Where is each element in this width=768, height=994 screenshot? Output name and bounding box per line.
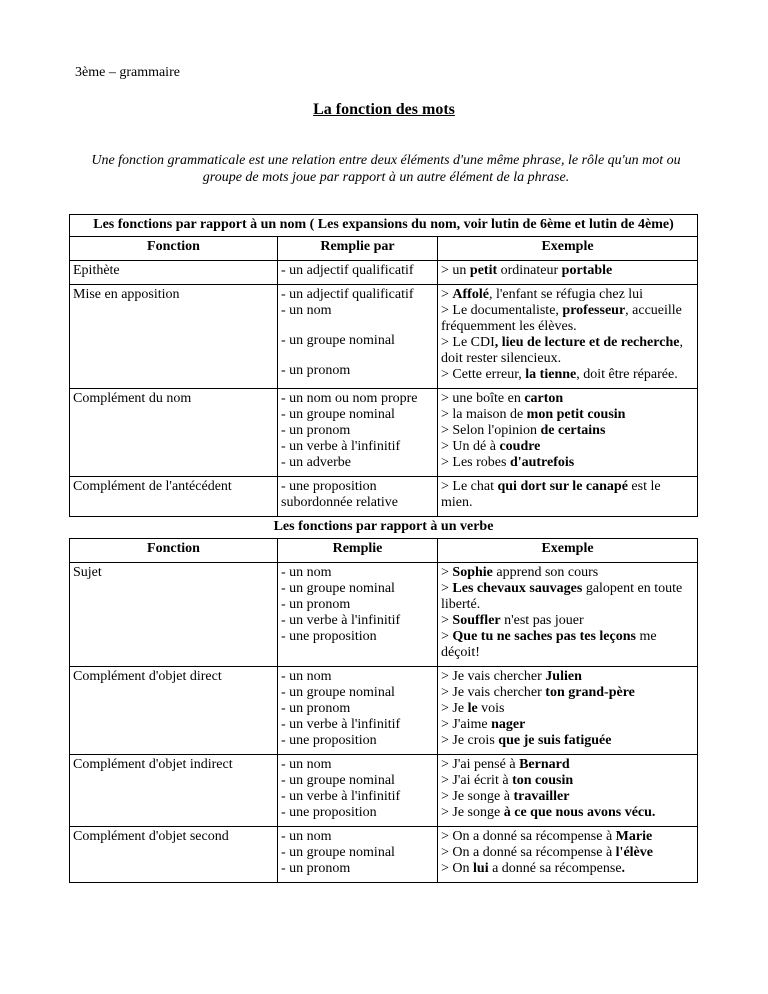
exemple-cell: [438, 755, 698, 827]
remplie-line: - un pronom: [281, 861, 351, 876]
remplie-line: - un pronom: [281, 423, 351, 438]
exemple-line: [441, 335, 694, 367]
remplie-line: - un groupe nominal: [281, 685, 395, 700]
remplie-line: - un nom: [281, 565, 332, 580]
remplie-line: - un nom: [281, 669, 332, 684]
example-text: >: [441, 287, 453, 302]
example-highlight: la tienne: [525, 367, 577, 382]
remplie-cell: [278, 477, 438, 517]
example-highlight: Souffler: [452, 613, 501, 628]
example-text: n'est pas jouer: [500, 613, 584, 628]
remplie-line: - un pronom: [281, 363, 351, 378]
remplie-line: - un verbe à l'infinitif: [281, 717, 401, 732]
exemple-line: [441, 263, 694, 279]
remplie-line: [281, 349, 434, 363]
example-text: > une boîte en: [441, 391, 525, 406]
example-text: apprend son cours: [492, 565, 599, 580]
example-highlight: , lieu de lecture et de recherche: [494, 335, 680, 350]
exemple-line: [441, 613, 694, 629]
example-highlight: Marie: [615, 829, 653, 844]
example-text: > Je vais chercher: [441, 669, 546, 684]
remplie-cell: [278, 389, 438, 477]
example-text: galopent en toute liberté.: [441, 581, 683, 612]
fonction-cell: Complément d'objet second: [70, 827, 278, 883]
example-highlight: nager: [491, 717, 526, 732]
exemple-cell: [438, 667, 698, 755]
example-highlight: que je suis fatiguée: [498, 733, 612, 748]
exemple-line: [441, 805, 694, 821]
exemple-line: [441, 701, 694, 717]
example-text: > un: [441, 263, 470, 278]
fonction-cell: Mise en apposition: [70, 285, 278, 389]
table-row: [70, 755, 698, 827]
exemple-line: [441, 685, 694, 701]
column-header-exemple: Exemple: [438, 237, 698, 261]
example-text: > J'aime: [441, 717, 492, 732]
remplie-line: - une proposition: [281, 733, 377, 748]
header-row-verb: [70, 539, 698, 563]
example-highlight: Julien: [545, 669, 582, 684]
exemple-line: [441, 565, 694, 581]
fonction-cell: Sujet: [70, 563, 278, 667]
remplie-line: - un groupe nominal: [281, 773, 395, 788]
example-highlight: d'autrefois: [509, 455, 575, 470]
exemple-line: [441, 407, 694, 423]
exemple-line: [441, 629, 694, 661]
example-text: > Selon l'opinion: [441, 423, 541, 438]
exemple-cell: [438, 563, 698, 667]
example-text: a donné sa récompense: [488, 861, 622, 876]
remplie-line: - un groupe nominal: [281, 581, 395, 596]
remplie-line: - un nom: [281, 303, 332, 318]
example-highlight: portable: [561, 263, 613, 278]
example-highlight: à ce que nous avons vécu.: [503, 805, 656, 820]
table-row: [70, 827, 698, 883]
remplie-line: - un verbe à l'infinitif: [281, 439, 401, 454]
example-highlight: professeur: [562, 303, 626, 318]
exemple-line: [441, 367, 694, 383]
exemple-cell: [438, 827, 698, 883]
remplie-cell: [278, 755, 438, 827]
remplie-line: - un pronom: [281, 701, 351, 716]
exemple-cell: [438, 389, 698, 477]
exemple-line: [441, 581, 694, 613]
exemple-line: [441, 455, 694, 471]
remplie-line: - un groupe nominal: [281, 407, 395, 422]
fonction-cell: Complément d'objet indirect: [70, 755, 278, 827]
remplie-line: - un adjectif qualificatif: [281, 263, 414, 278]
example-text: ordinateur: [497, 263, 562, 278]
remplie-line: - un adjectif qualificatif: [281, 287, 414, 302]
remplie-line: - un verbe à l'infinitif: [281, 789, 401, 804]
exemple-line: [441, 733, 694, 749]
remplie-cell: [278, 285, 438, 389]
remplie-line: - un nom: [281, 757, 332, 772]
exemple-cell: [438, 261, 698, 285]
example-text: > Je crois: [441, 733, 499, 748]
exemple-line: [441, 439, 694, 455]
example-highlight: ton cousin: [512, 773, 574, 788]
fonction-cell: Complément d'objet direct: [70, 667, 278, 755]
exemple-cell: [438, 477, 698, 517]
table-row: [70, 389, 698, 477]
example-highlight: qui dort sur le canapé: [497, 479, 628, 494]
exemple-cell: [438, 285, 698, 389]
exemple-line: [441, 391, 694, 407]
column-header-remplie: Remplie: [278, 539, 438, 563]
example-highlight: de certains: [540, 423, 606, 438]
exemple-line: [441, 757, 694, 773]
example-text: >: [441, 613, 453, 628]
example-text: >: [441, 581, 453, 596]
example-highlight: travailler: [513, 789, 570, 804]
example-text: , accueille fréquemment les élèves.: [441, 303, 682, 334]
exemple-line: [441, 773, 694, 789]
remplie-line: - un groupe nominal: [281, 333, 395, 348]
example-text: > On a donné sa récompense à: [441, 829, 616, 844]
example-text: > la maison de: [441, 407, 527, 422]
exemple-line: [441, 479, 694, 511]
example-text: , l'enfant se réfugia chez lui: [488, 287, 644, 302]
example-highlight: petit: [469, 263, 498, 278]
example-text: vois: [477, 701, 505, 716]
example-text: >: [441, 629, 453, 644]
table-row: [70, 477, 698, 517]
column-header-fonction: Fonction: [70, 539, 278, 563]
grammar-functions-table: [69, 214, 698, 883]
exemple-line: [441, 829, 694, 845]
remplie-line: - une proposition subordonnée relative: [281, 479, 399, 510]
remplie-line: - un nom ou nom propre: [281, 391, 418, 406]
remplie-line: - un pronom: [281, 597, 351, 612]
example-text: > Je: [441, 701, 468, 716]
example-highlight: ton grand-père: [545, 685, 635, 700]
example-highlight: mon petit cousin: [526, 407, 626, 422]
table-row: [70, 261, 698, 285]
remplie-line: [281, 319, 434, 333]
column-header-exemple: Exemple: [438, 539, 698, 563]
example-highlight: le: [467, 701, 478, 716]
example-highlight: Que tu ne saches pas tes leçons: [452, 629, 636, 644]
exemple-line: [441, 861, 694, 877]
example-text: , doit rester silencieux.: [441, 335, 683, 366]
fonction-cell: Epithète: [70, 261, 278, 285]
header-row-noun: [70, 237, 698, 261]
example-text: > Je songe à: [441, 789, 514, 804]
example-text: est le mien.: [441, 479, 661, 510]
exemple-line: [441, 303, 694, 335]
document-header: 3ème – grammaire: [75, 65, 180, 80]
exemple-line: [441, 669, 694, 685]
example-text: > Les robes: [441, 455, 510, 470]
remplie-cell: [278, 667, 438, 755]
remplie-line: - un nom: [281, 829, 332, 844]
example-text: > J'ai pensé à: [441, 757, 520, 772]
table-row: [70, 285, 698, 389]
example-highlight: Les chevaux sauvages: [452, 581, 583, 596]
example-text: > Le CDI: [441, 335, 495, 350]
example-highlight: lui: [473, 861, 489, 876]
remplie-line: - un verbe à l'infinitif: [281, 613, 401, 628]
example-text: , doit être réparée.: [576, 367, 678, 382]
exemple-line: [441, 845, 694, 861]
example-text: > Je vais chercher: [441, 685, 546, 700]
example-highlight: l'élève: [615, 845, 653, 860]
page-title: La fonction des mots: [313, 101, 455, 118]
example-highlight: carton: [524, 391, 564, 406]
exemple-line: [441, 789, 694, 805]
table-row: [70, 563, 698, 667]
exemple-line: [441, 287, 694, 303]
remplie-line: - un groupe nominal: [281, 845, 395, 860]
example-highlight: Bernard: [519, 757, 570, 772]
remplie-line: - un adverbe: [281, 455, 351, 470]
section-title-noun: Les fonctions par rapport à un nom ( Les expansions du nom, voir lutin de 6ème et lutin de 4ème): [70, 215, 698, 237]
example-text: > Un dé à: [441, 439, 500, 454]
column-header-fonction: Fonction: [70, 237, 278, 261]
fonction-cell: Complément du nom: [70, 389, 278, 477]
fonction-cell: Complément de l'antécédent: [70, 477, 278, 517]
example-text: > On a donné sa récompense à: [441, 845, 616, 860]
example-text: > Le chat: [441, 479, 498, 494]
example-highlight: Affolé: [452, 287, 489, 302]
remplie-cell: [278, 827, 438, 883]
column-header-remplie: Remplie par: [278, 237, 438, 261]
example-text: > On: [441, 861, 474, 876]
example-text: > Je songe: [441, 805, 504, 820]
intro-definition: Une fonction grammaticale est une relation entre deux éléments d'une même phrase, le rôle qu'un mot ou groupe de mots joue par rapport à un autre élément de la phrase.: [91, 153, 681, 185]
exemple-line: [441, 423, 694, 439]
example-text: > J'ai écrit à: [441, 773, 513, 788]
example-highlight: Sophie: [452, 565, 493, 580]
section-title-verb: Les fonctions par rapport à un verbe: [70, 517, 698, 539]
example-text: >: [441, 565, 453, 580]
example-highlight: coudre: [499, 439, 541, 454]
exemple-line: [441, 717, 694, 733]
table-row: [70, 667, 698, 755]
remplie-line: - une proposition: [281, 629, 377, 644]
remplie-cell: [278, 563, 438, 667]
remplie-cell: [278, 261, 438, 285]
example-text: > Le documentaliste,: [441, 303, 563, 318]
remplie-line: - une proposition: [281, 805, 377, 820]
example-text: > Cette erreur,: [441, 367, 526, 382]
example-highlight: .: [621, 861, 626, 876]
example-text: me déçoit!: [441, 629, 657, 660]
